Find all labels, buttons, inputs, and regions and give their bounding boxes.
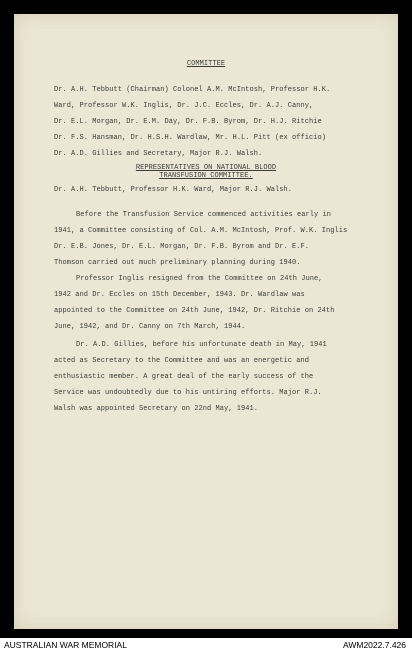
paragraph-line: Service was undoubtedly due to his untiring efforts. Major R.J. [54, 389, 322, 397]
paragraph-line: June, 1942, and Dr. Canny on 7th March, 1944. [54, 323, 246, 331]
reference-label: AWM2022.7.426 [343, 640, 406, 650]
committee-line: Dr. F.S. Hansman, Dr. H.S.H. Wardlaw, Mr. H.L. Pitt (ex officio) [54, 134, 327, 142]
paragraph-line: Dr. E.B. Jones, Dr. E.L. Morgan, Dr. F.B. Byrom and Dr. E.F. [54, 243, 310, 251]
committee-line: Dr. A.D. Gillies and Secretary, Major R.J. Walsh. [54, 150, 263, 158]
representatives-heading-line-2: TRANSFUSION COMMITTEE. [159, 172, 253, 180]
paragraph-line: appointed to the Committee on 24th June, 1942, Dr. Ritchie on 24th [54, 307, 335, 315]
committee-line: Ward, Professor W.K. Inglis, Dr. J.C. Eccles, Dr. A.J. Canny, [54, 102, 314, 110]
paragraph-line: acted as Secretary to the Committee and was an energetic and [54, 357, 310, 365]
source-label: AUSTRALIAN WAR MEMORIAL [4, 640, 127, 650]
paragraph-line: Dr. A.D. Gillies, before his unfortunate death in May, 1941 [76, 341, 327, 349]
document-page [14, 14, 398, 629]
representatives-heading: REPRESENTATIVES ON NATIONAL BLOOD [135, 164, 277, 172]
representatives-line: Dr. A.H. Tebbutt, Professor H.K. Ward, Major R.J. Walsh. [54, 186, 293, 194]
committee-line: Dr. E.L. Morgan, Dr. E.M. Day, Dr. F.B. Byrom, Dr. H.J. Ritchie [54, 118, 322, 126]
paragraph-line: Professor Inglis resigned from the Committee on 24th June, [76, 275, 323, 283]
committee-heading: COMMITTEE [186, 60, 226, 68]
committee-line: Dr. A.H. Tebbutt (Chairman) Colonel A.M. McIntosh, Professor H.K. [54, 86, 331, 94]
paragraph-line: Thomson carried out much preliminary planning during 1940. [54, 259, 301, 267]
paragraph-line: enthusiastic member. A great deal of the early success of the [54, 373, 314, 381]
footer-bar [0, 638, 412, 653]
paragraph-line: 1942 and Dr. Eccles on 15th December, 1943. Dr. Wardlaw was [54, 291, 305, 299]
paragraph-line: 1941, a Committee consisting of Col. A.M. McIntosh, Prof. W.K. Inglis [54, 227, 348, 235]
paragraph-line: Walsh was appointed Secretary on 22nd May, 1941. [54, 405, 259, 413]
paragraph-line: Before the Transfusion Service commenced activities early in [76, 211, 332, 219]
